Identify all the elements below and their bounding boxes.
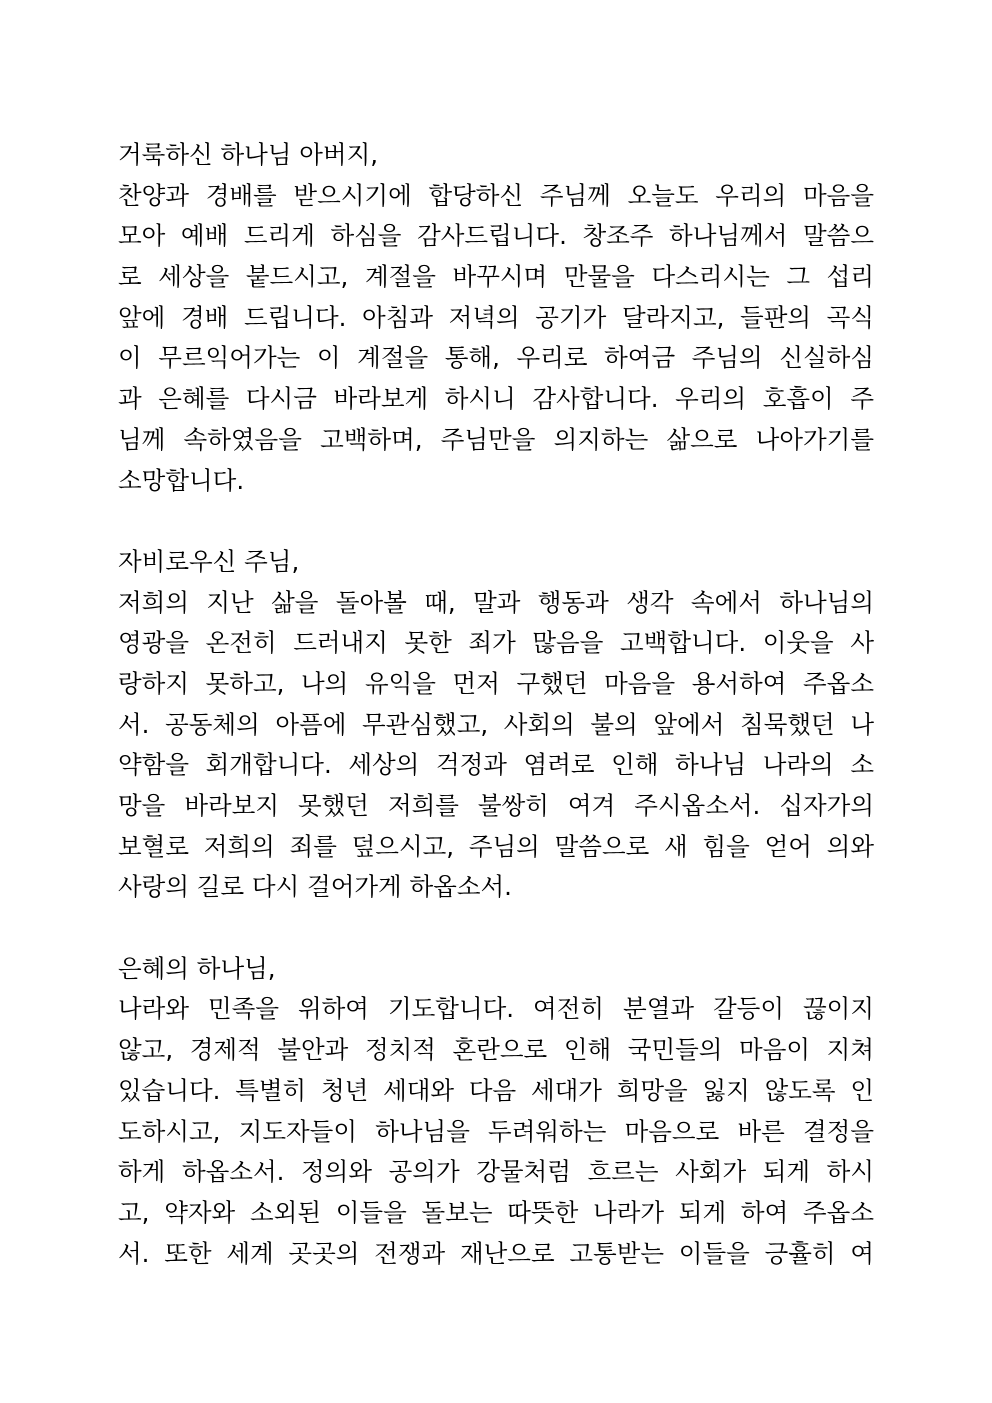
salutation-line: 은혜의 하나님, (118, 953, 276, 983)
text-line: 나라와 민족을 위하여 기도합니다. 여전히 분열과 갈등이 끊이지 (118, 994, 874, 1024)
text-line: 과 은혜를 다시금 바라보게 하시니 감사합니다. 우리의 호흡이 주 (118, 384, 874, 414)
text-line: 도하시고, 지도자들이 하나님을 두려워하는 마음으로 바른 결정을 (118, 1116, 874, 1146)
text-line: 앞에 경배 드립니다. 아침과 저녁의 공기가 달라지고, 들판의 곡식 (118, 302, 874, 332)
text-line: 이 무르익어가는 이 계절을 통해, 우리로 하여금 주님의 신실하심 (118, 343, 874, 373)
text-line: 보혈로 저희의 죄를 덮으시고, 주님의 말씀으로 새 힘을 얻어 의와 (118, 831, 874, 861)
text-line: 서. 공동체의 아픔에 무관심했고, 사회의 불의 앞에서 침묵했던 나 (118, 709, 874, 739)
text-line: 사랑의 길로 다시 걸어가게 하옵소서. (118, 872, 512, 902)
text-line: 님께 속하였음을 고백하며, 주님만을 의지하는 삶으로 나아가기를 (118, 424, 874, 454)
text-line: 않고, 경제적 불안과 정치적 혼란으로 인해 국민들의 마음이 지쳐 (118, 1035, 874, 1065)
text-line: 소망합니다. (118, 465, 245, 495)
text-line: 로 세상을 붙드시고, 계절을 바꾸시며 만물을 다스리시는 그 섭리 (118, 262, 874, 292)
paragraph-gap (118, 501, 874, 542)
salutation-line: 거룩하신 하나님 아버지, (118, 140, 379, 169)
text-line: 망을 바라보지 못했던 저희를 불쌍히 여겨 주시옵소서. 십자가의 (118, 791, 874, 820)
text-line: 있습니다. 특별히 청년 세대와 다음 세대가 희망을 잃지 않도록 인 (118, 1075, 874, 1105)
text-line: 저희의 지난 삶을 돌아볼 때, 말과 행동과 생각 속에서 하나님의 (118, 587, 874, 617)
text-line: 랑하지 못하고, 나의 유익을 먼저 구했던 마음을 용서하여 주옵소 (118, 668, 874, 698)
text-line: 고, 약자와 소외된 이들을 돌보는 따뜻한 나라가 되게 하여 주옵소 (118, 1197, 874, 1227)
text-line: 모아 예배 드리게 하심을 감사드립니다. 창조주 하나님께서 말씀으 (118, 221, 874, 251)
paragraph-gap (118, 908, 874, 949)
prayer-text (118, 135, 874, 1274)
text-line: 찬양과 경배를 받으시기에 합당하신 주님께 오늘도 우리의 마음을 (118, 180, 874, 210)
text-line: 영광을 온전히 드러내지 못한 죄가 많음을 고백합니다. 이웃을 사 (118, 628, 874, 658)
text-line: 약함을 회개합니다. 세상의 걱정과 염려로 인해 하나님 나라의 소 (118, 750, 874, 780)
salutation-line: 자비로우신 주님, (118, 546, 300, 576)
text-line: 서. 또한 세계 곳곳의 전쟁과 재난으로 고통받는 이들을 긍휼히 여 (118, 1238, 874, 1268)
text-line: 하게 하옵소서. 정의와 공의가 강물처럼 흐르는 사회가 되게 하시 (118, 1157, 874, 1187)
